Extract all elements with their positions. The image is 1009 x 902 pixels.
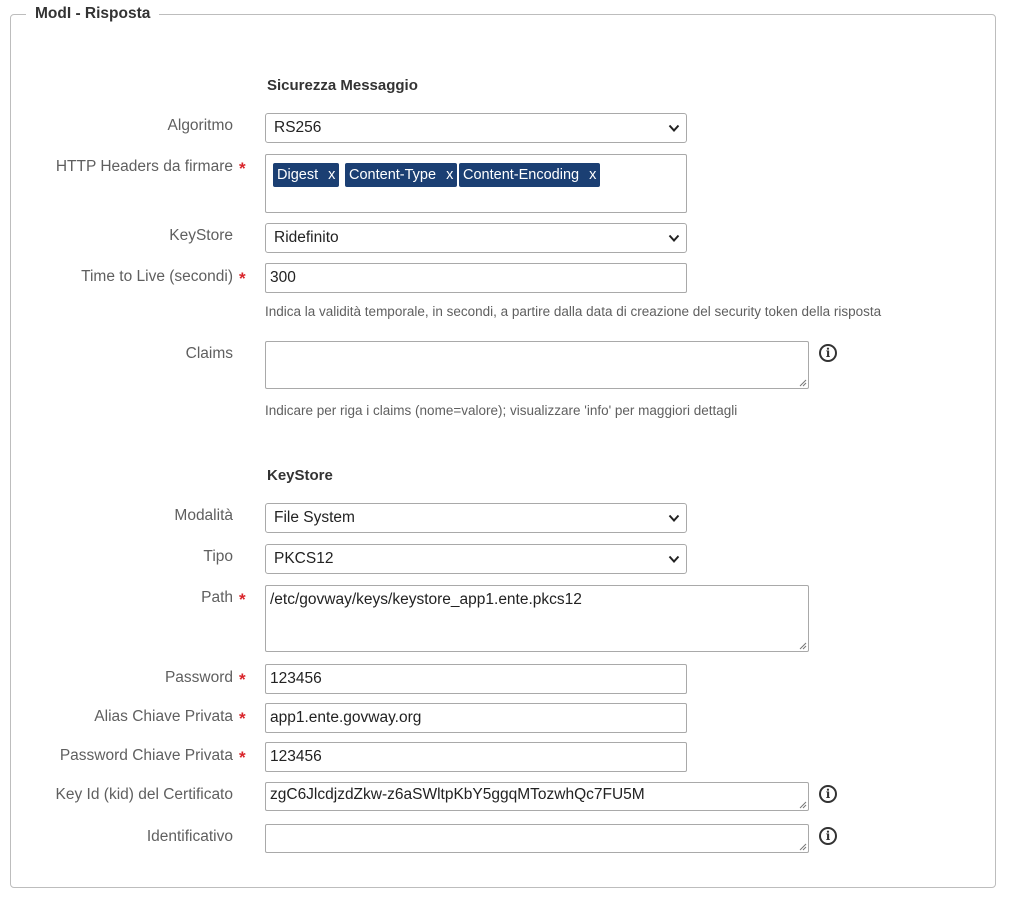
identificativo-label: Identificativo (146, 828, 233, 845)
headers-multiselect[interactable] (265, 154, 687, 213)
modalita-select[interactable] (265, 503, 687, 533)
tag-label: Content-Type (349, 167, 437, 183)
keystore-select[interactable] (265, 223, 687, 253)
tag-label: Content-Encoding (463, 167, 580, 183)
required-marker: * (239, 590, 246, 609)
ttl-label: Time to Live (secondi) (81, 268, 233, 285)
claims-textarea[interactable] (265, 341, 809, 389)
resize-grip-icon[interactable] (799, 801, 807, 809)
password-label: Password (164, 669, 233, 686)
required-marker: * (239, 670, 246, 689)
remove-tag-button[interactable]: x (328, 167, 336, 183)
kid-label: Key Id (kid) del Certificato (55, 786, 233, 803)
keystore-type-label: KeyStore (169, 227, 233, 244)
tipo-select[interactable] (265, 544, 687, 574)
header-tag-content-encoding (459, 163, 600, 187)
tipo-value: PKCS12 (274, 550, 334, 567)
alias-label: Alias Chiave Privata (94, 708, 233, 725)
remove-tag-button[interactable]: x (446, 167, 454, 183)
resize-grip-icon[interactable] (799, 642, 807, 650)
tag-label: Digest (277, 167, 319, 183)
chevron-down-icon (668, 554, 680, 564)
path-textarea[interactable] (265, 585, 809, 652)
required-marker: * (239, 709, 246, 728)
required-marker: * (239, 159, 246, 178)
info-icon[interactable]: i (819, 827, 837, 845)
ttl-input[interactable]: 300 (265, 263, 687, 293)
info-icon[interactable]: i (819, 344, 837, 362)
modalita-value: File System (274, 509, 355, 526)
header-tag-digest (273, 163, 339, 187)
required-marker: * (239, 748, 246, 767)
section-title-keystore: KeyStore (267, 467, 333, 484)
ttl-hint: Indica la validità temporale, in secondi, a partire dalla data di creazione del security token della risposta (265, 304, 882, 319)
section-title-sicurezza: Sicurezza Messaggio (267, 77, 418, 94)
path-value: /etc/govway/keys/keystore_app1.ente.pkcs12 (270, 591, 582, 608)
headers-label: HTTP Headers da firmare (55, 158, 233, 175)
resize-grip-icon[interactable] (799, 379, 807, 387)
alias-input[interactable]: app1.ente.govway.org (265, 703, 687, 733)
alias-password-input[interactable]: 123456 (265, 742, 687, 772)
identificativo-textarea[interactable] (265, 824, 809, 853)
chevron-down-icon (668, 123, 680, 133)
claims-hint: Indicare per riga i claims (nome=valore); visualizzare 'info' per maggiori dettagli (265, 403, 738, 418)
resize-grip-icon[interactable] (799, 843, 807, 851)
kid-textarea[interactable] (265, 782, 809, 811)
header-tag-content-type (345, 163, 457, 187)
algoritmo-label: Algoritmo (167, 117, 233, 134)
required-marker: * (239, 269, 246, 288)
claims-label: Claims (185, 345, 233, 362)
alias-password-label: Password Chiave Privata (59, 747, 233, 764)
info-icon[interactable]: i (819, 785, 837, 803)
tipo-label: Tipo (203, 548, 233, 565)
fieldset-legend: ModI - Risposta (26, 5, 159, 23)
algoritmo-value: RS256 (274, 119, 322, 136)
path-label: Path (201, 589, 233, 606)
algoritmo-select[interactable] (265, 113, 687, 143)
modalita-label: Modalità (174, 507, 233, 524)
kid-value: zgC6JlcdjzdZkw-z6aSWltpKbY5ggqMTozwhQc7FU5M (270, 786, 645, 803)
chevron-down-icon (668, 513, 680, 523)
keystore-value: Ridefinito (274, 229, 339, 246)
chevron-down-icon (668, 233, 680, 243)
password-input[interactable]: 123456 (265, 664, 687, 694)
remove-tag-button[interactable]: x (589, 167, 597, 183)
